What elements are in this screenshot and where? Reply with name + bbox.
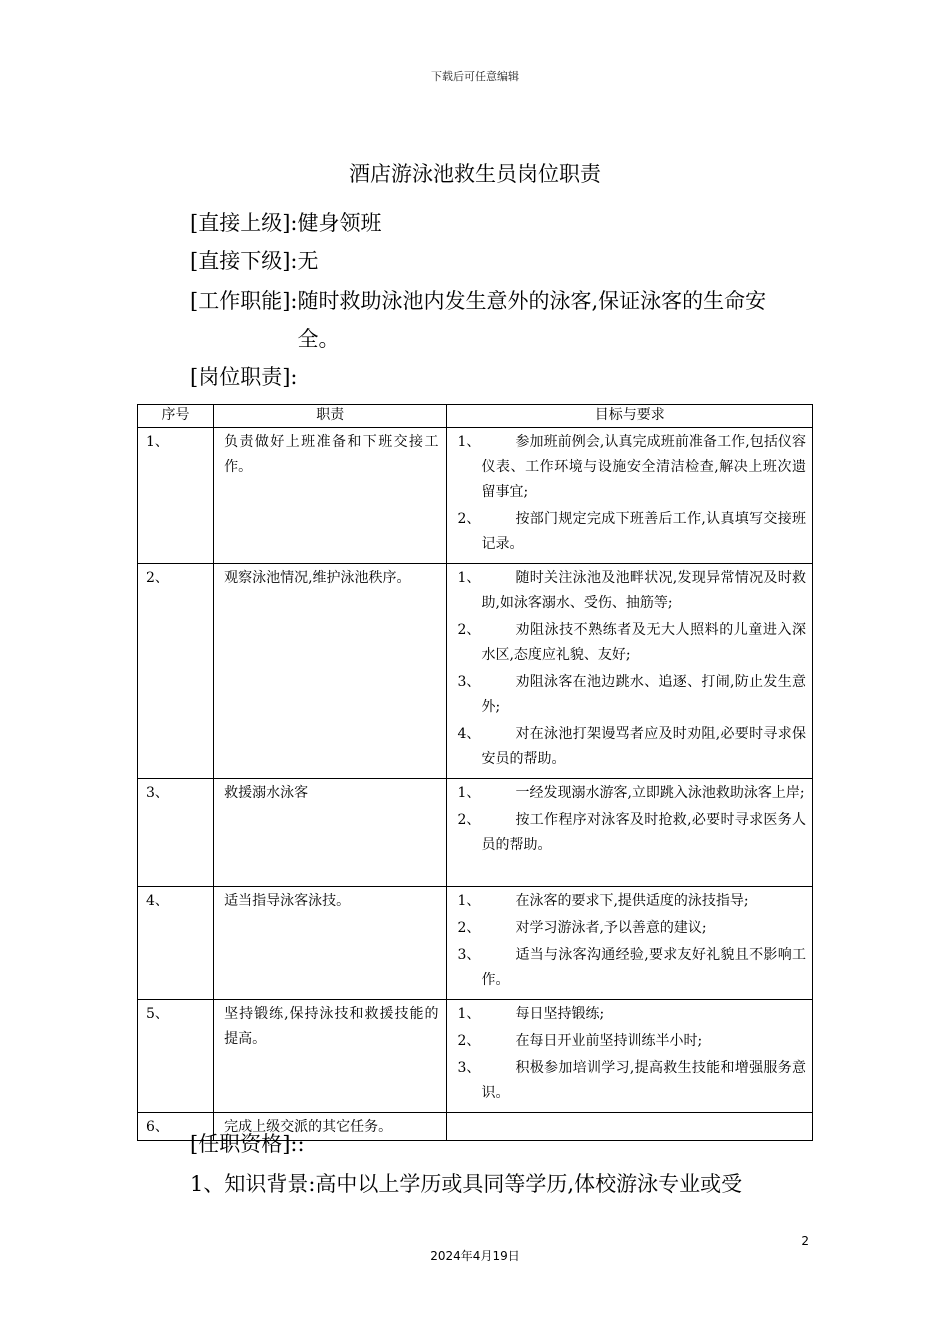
field-function (190, 282, 797, 358)
cell-duty (214, 779, 447, 887)
requirement-list (447, 564, 812, 778)
requirement-number: 1、 (457, 893, 481, 909)
requirement-list (447, 428, 812, 563)
table-header-row (138, 405, 813, 428)
cell-seq (138, 564, 214, 779)
requirement-text: 每日坚持锻练; (515, 1006, 605, 1022)
cell-duty (214, 428, 447, 564)
requirement-text: 一经发现溺水游客,立即跳入泳池救助泳客上岸; (515, 785, 805, 801)
requirement-item (457, 566, 806, 616)
requirement-list (447, 887, 812, 999)
requirement-number: 3、 (457, 674, 481, 690)
requirement-item (457, 943, 806, 993)
field-label: [岗位职责]: (190, 365, 298, 389)
requirement-item (457, 808, 806, 858)
field-subordinate (190, 244, 318, 278)
cell-duty (214, 887, 447, 1000)
requirement-number: 1、 (457, 1006, 481, 1022)
requirement-text: 劝阻泳客在池边跳水、追逐、打闹,防止发生意外; (481, 674, 806, 715)
table-row (138, 887, 813, 1000)
duty-text: 负责做好上班准备和下班交接工作。 (224, 434, 439, 475)
seq-text: 5、 (146, 1006, 169, 1022)
duty-table (137, 404, 813, 1141)
cell-requirements (447, 564, 813, 779)
cell-duty (214, 564, 447, 779)
requirement-text: 参加班前例会,认真完成班前准备工作,包括仪容仪表、工作环境与设施安全清洁检查,解决上班次遗留事宜; (481, 434, 806, 500)
requirement-item (457, 507, 806, 557)
header-note: 下载后可任意编辑 (431, 70, 519, 83)
cell-seq (138, 779, 214, 887)
field-value: 健身领班 (297, 211, 382, 235)
requirement-text: 按工作程序对泳客及时抢救,必要时寻求医务人员的帮助。 (481, 812, 806, 853)
cell-duty (214, 1000, 447, 1113)
requirement-number: 4、 (457, 726, 481, 742)
requirement-text: 在泳客的要求下,提供适度的泳技指导; (515, 893, 749, 909)
duty-text: 适当指导泳客泳技。 (224, 893, 351, 909)
page-number: 2 (801, 1234, 809, 1248)
requirement-item (457, 1002, 806, 1027)
cell-requirements (447, 779, 813, 887)
seq-text: 3、 (146, 785, 169, 801)
requirement-number: 1、 (457, 570, 481, 586)
requirement-item (457, 670, 806, 720)
requirement-number: 3、 (457, 947, 481, 963)
field-label: [工作职能]: (190, 289, 298, 313)
header-requirements: 目标与要求 (447, 405, 813, 428)
page-title: 酒店游泳池救生员岗位职责 (349, 162, 601, 186)
field-value: 随时救助泳池内发生意外的泳客,保证泳客的生命安全。 (297, 289, 767, 351)
cell-requirements (447, 887, 813, 1000)
cell-requirements (447, 1113, 813, 1141)
table-row (138, 1000, 813, 1113)
header-duty: 职责 (214, 405, 447, 428)
requirement-text: 在每日开业前坚持训练半小时; (515, 1033, 703, 1049)
duty-text: 坚持锻练,保持泳技和救援技能的提高。 (224, 1006, 439, 1047)
requirement-number: 3、 (457, 1060, 481, 1076)
field-label: [直接上级]: (190, 211, 298, 235)
requirement-text: 对学习游泳者,予以善意的建议; (515, 920, 707, 936)
field-value: 无 (297, 249, 319, 273)
requirement-number: 1、 (457, 434, 481, 450)
requirement-list (447, 779, 812, 864)
table-row (138, 564, 813, 779)
requirement-number: 2、 (457, 812, 481, 828)
requirement-number: 2、 (457, 511, 481, 527)
requirement-text: 对在泳池打架谩骂者应及时劝阻,必要时寻求保安员的帮助。 (481, 726, 806, 767)
cell-requirements (447, 428, 813, 564)
requirement-item (457, 1056, 806, 1106)
seq-text: 1、 (146, 434, 169, 450)
seq-text: 4、 (146, 893, 169, 909)
requirement-text: 适当与泳客沟通经验,要求友好礼貌且不影响工作。 (481, 947, 806, 988)
requirement-text: 按部门规定完成下班善后工作,认真填写交接班记录。 (481, 511, 806, 552)
qualification-item: 1、知识背景:高中以上学历或具同等学历,体校游泳专业或受 (190, 1172, 743, 1196)
requirement-text: 积极参加培训学习,提高救生技能和增强服务意识。 (481, 1060, 806, 1101)
table-row (138, 428, 813, 564)
header-seq: 序号 (138, 405, 214, 428)
field-superior (190, 206, 381, 240)
requirement-text: 随时关注泳池及池畔状况,发现异常情况及时救助,如泳客溺水、受伤、抽筋等; (481, 570, 806, 611)
requirement-number: 1、 (457, 785, 481, 801)
requirement-item (457, 430, 806, 505)
requirement-item (457, 889, 806, 914)
requirement-item (457, 916, 806, 941)
requirement-list (447, 1000, 812, 1112)
duty-text: 观察泳池情况,维护泳池秩序。 (224, 570, 411, 586)
field-duties (190, 360, 297, 394)
seq-text: 2、 (146, 570, 169, 586)
qualifications-label: [任职资格]:: (190, 1132, 305, 1156)
duty-text: 完成上级交派的其它任务。 (224, 1119, 393, 1135)
requirement-text: 劝阻泳技不熟练者及无大人照料的儿童进入深水区,态度应礼貌、友好; (481, 622, 806, 663)
cell-seq (138, 1000, 214, 1113)
footer-date: 2024年4月19日 (430, 1249, 520, 1263)
cell-seq (138, 887, 214, 1000)
cell-seq (138, 428, 214, 564)
requirement-item (457, 1029, 806, 1054)
requirement-number: 2、 (457, 1033, 481, 1049)
field-label: [直接下级]: (190, 249, 298, 273)
requirement-item (457, 722, 806, 772)
requirement-number: 2、 (457, 622, 481, 638)
requirement-item (457, 618, 806, 668)
seq-text: 6、 (146, 1119, 169, 1135)
cell-requirements (447, 1000, 813, 1113)
duty-text: 救援溺水泳客 (224, 785, 309, 801)
table-row (138, 779, 813, 887)
requirement-item (457, 781, 806, 806)
requirement-number: 2、 (457, 920, 481, 936)
